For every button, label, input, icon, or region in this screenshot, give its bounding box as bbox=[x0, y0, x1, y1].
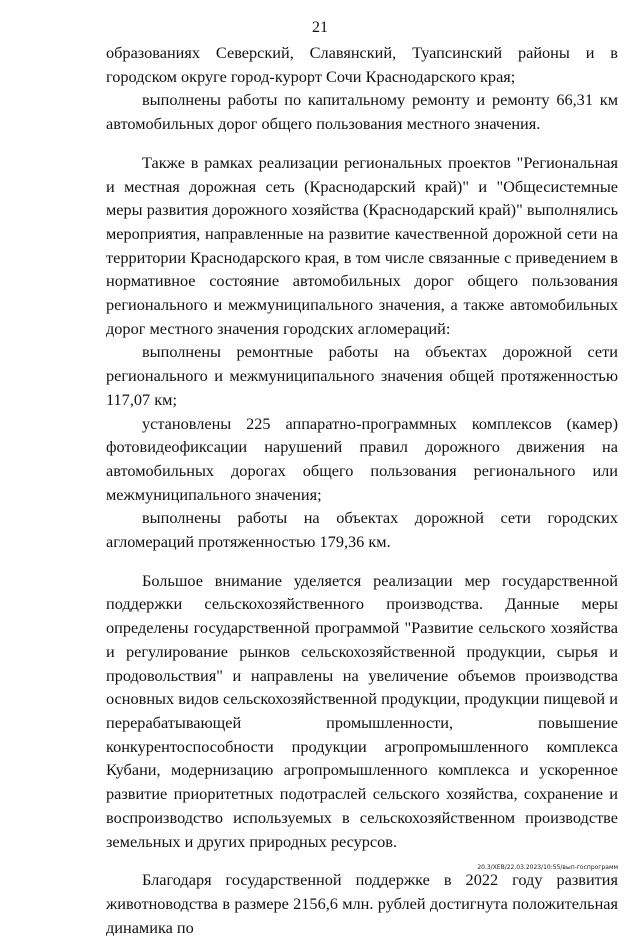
paragraph: Также в рамках реализации региональных проектов "Региональная и местная дорожная сеть (Краснодарский край)" и "Общесистемные меры развития дорожного хозяйства (Краснодарский край)" выполнялись мероприятия, направленные на развитие качественной дорожной сети на территории Краснодарского края, в том числе связанные с приведением в нормативное состояние автомобильных дорог общего пользования регионального и межмуниципального значения, а также автомобильных дорог местного значения городских агломераций: bbox=[106, 152, 618, 338]
paragraph: Благодаря государственной поддержке в 2022 году развития животноводства в размере 2156,6 млн. рублей достигнута положительная динамика по bbox=[106, 870, 618, 937]
paragraph: выполнены работы на объектах дорожной сети городских агломераций протяженностью 179,36 км. bbox=[106, 508, 618, 552]
page-number: 21 bbox=[312, 19, 328, 36]
paragraph: выполнены работы по капитальному ремонту и ремонту 66,31 км автомобильных дорог общего пользования местного значения. bbox=[106, 90, 618, 134]
body-text bbox=[106, 41, 618, 939]
paragraph: выполнены ремонтные работы на объектах дорожной сети регионального и межмуниципального значения общей протяженностью 117,07 км; bbox=[106, 342, 618, 409]
footer-document-code: 20.3/ХЕВ/22.03.2023/10:55/вып-госпрограмм bbox=[477, 864, 618, 871]
paragraph: установлены 225 аппаратно-программных комплексов (камер) фотовидеофиксации нарушений правил дорожного движения на автомобильных дорогах общего пользования регионального или межмуниципального значения; bbox=[106, 413, 618, 504]
paragraph: Большое внимание уделяется реализации мер государственной поддержки сельскохозяйственного производства. Данные меры определены государственной программой "Развитие сельского хозяйства и регулирование рынков сельскохозяйственной продукции, сырья и продовольствия" и направлены на увеличение объемов производства основных видов сельскохозяйственной продукции, продукции пищевой и перерабатывающей промышленности, повышение конкурентоспособности продукции агропромышленного комплекса Кубани, модернизацию агропромышленного комплекса и ускоренное развитие приоритетных подотраслей сельского хозяйства, сохранение и воспроизводство используемых в сельскохозяйственном производстве земельных и других природных ресурсов. bbox=[106, 570, 618, 851]
paragraph: образованиях Северский, Славянский, Туапсинский районы и в городском округе город-курорт Сочи Краснодарского края; bbox=[106, 43, 618, 86]
